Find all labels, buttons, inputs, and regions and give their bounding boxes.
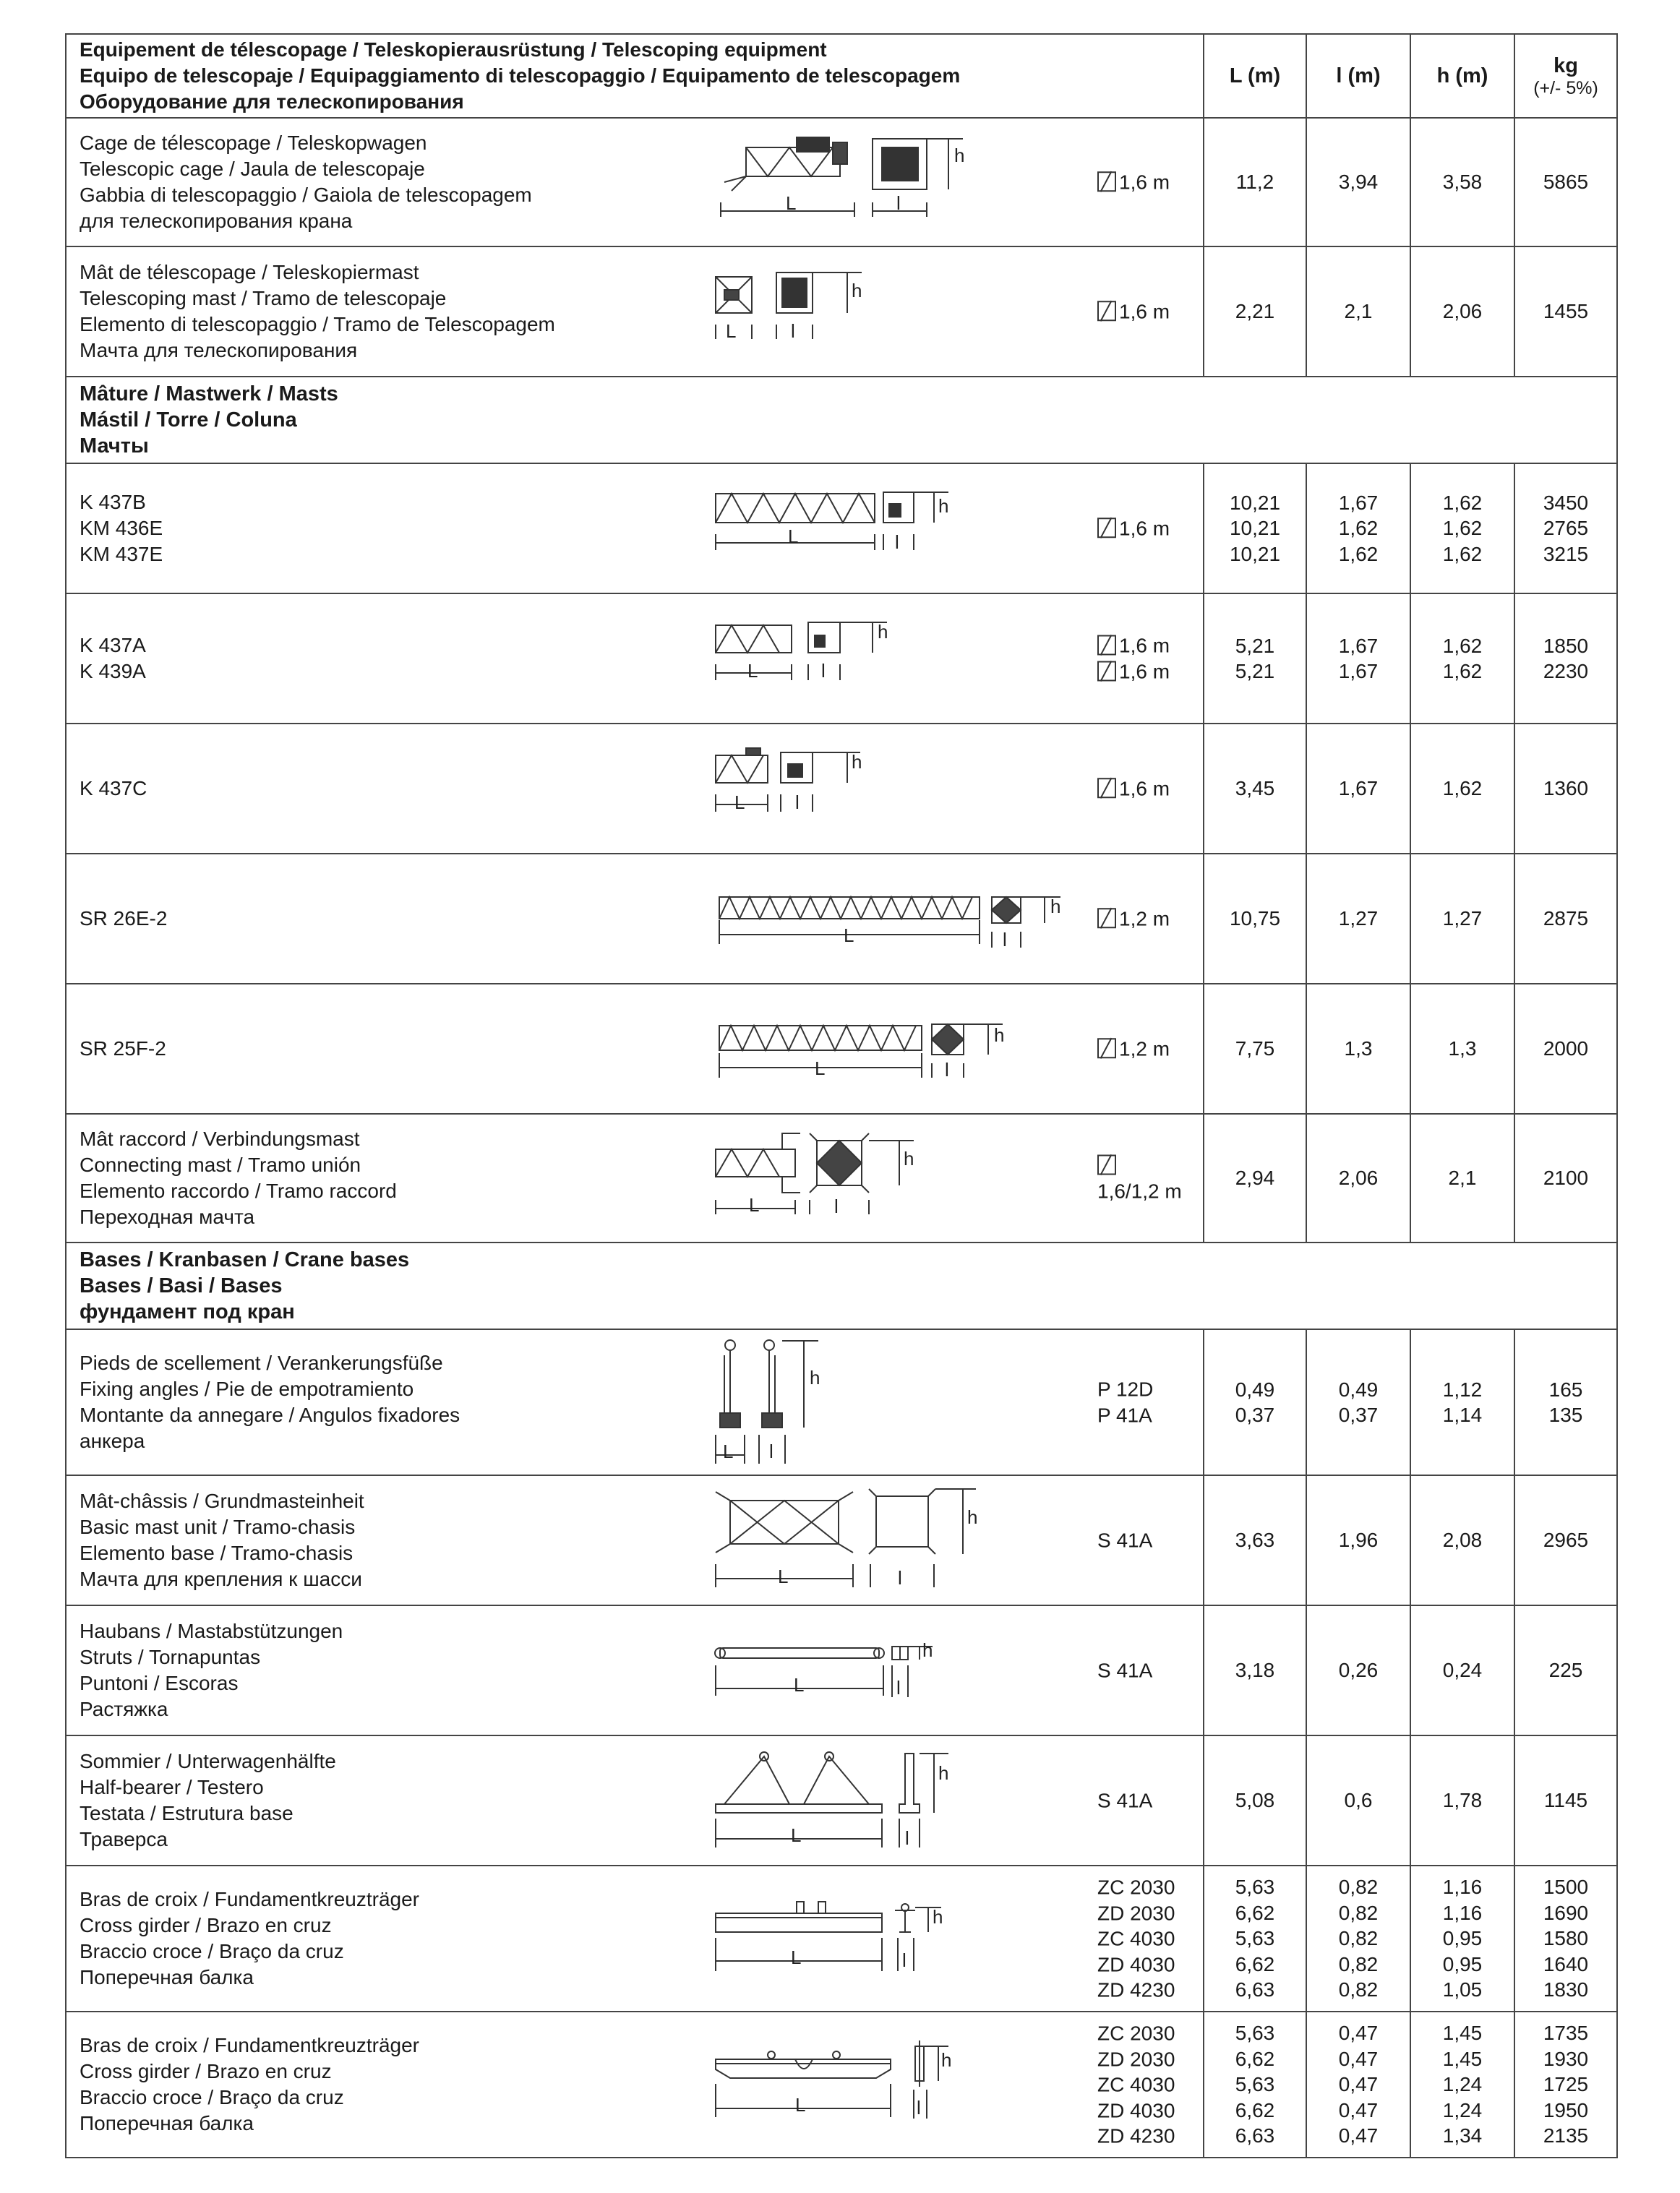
kg-value: 225 xyxy=(1514,1605,1617,1735)
l-values: 0,47 0,47 0,47 0,47 0,47 xyxy=(1306,2012,1410,2158)
desc-line: Telescopic cage / Jaula de telescopaje xyxy=(80,158,425,180)
dim-label-h: h xyxy=(1050,896,1061,917)
model-ref: ZC 2030 ZD 2030 ZC 4030 ZD 4030 ZD 4230 xyxy=(1097,2022,1175,2147)
desc-line: Half-bearer / Testero xyxy=(80,1776,264,1798)
table-header-row xyxy=(66,34,1617,118)
desc-line: SR 26E-2 xyxy=(80,907,168,930)
dim-label-h: h xyxy=(878,621,888,643)
ref-value: 1,6 m xyxy=(1119,517,1170,540)
desc-line: K 439A xyxy=(80,660,146,682)
dim-label-l: l xyxy=(791,320,795,342)
kg-value: 2100 xyxy=(1514,1114,1617,1243)
l-value: 2,06 xyxy=(1306,1114,1410,1243)
desc-line: Connecting mast / Tramo unión xyxy=(80,1154,361,1176)
row-description xyxy=(66,1329,1204,1475)
desc-line: Gabbia di telescopaggio / Gaiola de telescopagem xyxy=(80,184,532,206)
model-ref: S 41A xyxy=(1097,1659,1153,1682)
row-description xyxy=(66,1735,1204,1866)
desc-line: Haubans / Mastabstützungen xyxy=(80,1620,343,1642)
dim-label-l: l xyxy=(905,1827,909,1849)
ref-value: 1,6 m xyxy=(1119,300,1170,323)
dim-label-l: l xyxy=(945,1059,949,1081)
kg-value: 2965 xyxy=(1514,1475,1617,1605)
L-value: 3,18 xyxy=(1204,1605,1306,1735)
dim-label-L: L xyxy=(791,1824,802,1846)
L-value: 2,21 xyxy=(1204,246,1306,377)
desc-line: Поперечная балка xyxy=(80,1966,254,1988)
desc-line: Elemento raccordo / Tramo raccord xyxy=(80,1180,397,1202)
table-row xyxy=(66,1329,1617,1475)
desc-line: KM 436E xyxy=(80,517,163,539)
row-description xyxy=(66,2012,1204,2158)
L-values: 0,49 0,37 xyxy=(1204,1329,1306,1475)
l-value: 0,6 xyxy=(1306,1735,1410,1866)
ref-value: 1,2 m xyxy=(1119,907,1170,930)
kg-value: 1455 xyxy=(1514,246,1617,377)
ref-value: P 12D xyxy=(1097,1378,1154,1401)
desc-line: Elemento di telescopaggio / Tramo de Telescopagem xyxy=(80,313,555,335)
desc-line: Mât de télescopage / Teleskopiermast xyxy=(80,261,419,283)
row-description xyxy=(66,463,1204,593)
dim-label-L: L xyxy=(747,660,758,682)
desc-line: для телескопирования крана xyxy=(80,210,353,232)
table-row xyxy=(66,246,1617,377)
desc-line: Montante da annegare / Angulos fixadores xyxy=(80,1404,460,1426)
desc-line: Mât raccord / Verbindungsmast xyxy=(80,1128,360,1150)
h-value: 1,3 xyxy=(1410,984,1514,1114)
desc-line: анкера xyxy=(80,1430,145,1452)
l-values: 1,67 1,62 1,62 xyxy=(1306,463,1410,593)
section-title-line: Мачты xyxy=(80,434,149,458)
row-description xyxy=(66,1475,1204,1605)
dim-label-l: l xyxy=(917,2097,921,2119)
ref-value: P 41A xyxy=(1097,1404,1152,1426)
ref-value: 1,6 m xyxy=(1119,660,1170,682)
h-value: 1,27 xyxy=(1410,854,1514,984)
l-value: 1,27 xyxy=(1306,854,1410,984)
header-title-line: Equipo de telescopaje / Equipaggiamento di telescopaggio / Equipamento de telescopagem xyxy=(80,64,961,87)
dim-label-l: l xyxy=(1003,929,1007,950)
row-description xyxy=(66,984,1204,1114)
h-value: 2,1 xyxy=(1410,1114,1514,1243)
dim-label-l: l xyxy=(896,192,901,214)
header-title-line: Оборудование для телескопирования xyxy=(80,90,464,113)
dim-label-h: h xyxy=(941,2049,952,2071)
row-description xyxy=(66,1866,1204,2012)
table-row xyxy=(66,1475,1617,1605)
section-title-line: фундамент под кран xyxy=(80,1300,295,1323)
kg-values: 1500 1690 1580 1640 1830 xyxy=(1514,1866,1617,2012)
ref-value: 1,6 m xyxy=(1119,777,1170,800)
table-row xyxy=(66,1605,1617,1735)
h-values: 1,16 1,16 0,95 0,95 1,05 xyxy=(1410,1866,1514,2012)
desc-line: Мачта для телескопирования xyxy=(80,339,358,361)
row-description xyxy=(66,854,1204,984)
l-value: 1,67 xyxy=(1306,724,1410,854)
table-row xyxy=(66,724,1617,854)
h-values: 1,62 1,62 xyxy=(1410,593,1514,724)
desc-line: Braccio croce / Braço da cruz xyxy=(80,1940,344,1962)
dim-label-l: l xyxy=(795,791,800,813)
table-row xyxy=(66,984,1617,1114)
dim-label-h: h xyxy=(852,751,862,773)
desc-line: SR 25F-2 xyxy=(80,1037,166,1060)
dim-label-l: l xyxy=(821,660,826,682)
desc-line: Bras de croix / Fundamentkreuzträger xyxy=(80,2034,419,2056)
column-header-h: h (m) xyxy=(1410,34,1514,118)
desc-line: Puntoni / Escoras xyxy=(80,1672,239,1694)
h-values: 1,62 1,62 1,62 xyxy=(1410,463,1514,593)
equipment-spec-table xyxy=(65,33,1618,2158)
header-title xyxy=(66,34,1204,118)
column-header-L: L (m) xyxy=(1204,34,1306,118)
table-row xyxy=(66,2012,1617,2158)
desc-line: Cross girder / Brazo en cruz xyxy=(80,2060,332,2082)
dim-label-L: L xyxy=(844,924,854,946)
header-title-line: Equipement de télescopage / Teleskopierausrüstung / Telescoping equipment xyxy=(80,38,827,61)
desc-line: Sommier / Unterwagenhälfte xyxy=(80,1750,336,1772)
desc-line: Mât-châssis / Grundmasteinheit xyxy=(80,1490,364,1512)
desc-line: Bras de croix / Fundamentkreuzträger xyxy=(80,1888,419,1910)
dim-label-h: h xyxy=(994,1024,1005,1046)
dim-label-L: L xyxy=(786,192,797,214)
L-value: 7,75 xyxy=(1204,984,1306,1114)
desc-line: Переходная мачта xyxy=(80,1206,255,1228)
desc-line: Testata / Estrutura base xyxy=(80,1802,293,1824)
desc-line: Telescoping mast / Tramo de telescopaje xyxy=(80,287,447,309)
L-value: 10,75 xyxy=(1204,854,1306,984)
section-masts xyxy=(66,377,1617,463)
dim-label-h: h xyxy=(954,145,965,166)
dim-label-l: l xyxy=(895,531,899,553)
desc-line: Траверса xyxy=(80,1828,168,1850)
l-values: 0,49 0,37 xyxy=(1306,1329,1410,1475)
table-row xyxy=(66,1866,1617,2012)
section-title-line: Bases / Basi / Bases xyxy=(80,1274,283,1297)
kg-values: 165 135 xyxy=(1514,1329,1617,1475)
table-row xyxy=(66,854,1617,984)
table-row xyxy=(66,1114,1617,1243)
l-value: 0,26 xyxy=(1306,1605,1410,1735)
L-value: 3,45 xyxy=(1204,724,1306,854)
ref-value: 1,6 m xyxy=(1119,171,1170,194)
dim-label-L: L xyxy=(788,525,799,547)
column-header-l: l (m) xyxy=(1306,34,1410,118)
table-row xyxy=(66,463,1617,593)
desc-line: K 437C xyxy=(80,777,147,799)
model-ref: S 41A xyxy=(1097,1789,1153,1812)
dim-label-h: h xyxy=(938,495,949,517)
model-ref: ZC 2030 ZD 2030 ZC 4030 ZD 4030 ZD 4230 xyxy=(1097,1876,1175,2001)
dim-label-l: l xyxy=(834,1196,839,1217)
section-title-line: Mástil / Torre / Coluna xyxy=(80,408,297,432)
h-value: 1,62 xyxy=(1410,724,1514,854)
kg-value: 1360 xyxy=(1514,724,1617,854)
dim-label-L: L xyxy=(734,791,745,813)
ref-value: 1,2 m xyxy=(1119,1037,1170,1060)
desc-line: Elemento base / Tramo-chasis xyxy=(80,1542,353,1564)
table-row xyxy=(66,1735,1617,1866)
dim-label-L: L xyxy=(723,1441,734,1462)
section-title-line: Mâture / Mastwerk / Masts xyxy=(80,382,338,405)
l-value: 3,94 xyxy=(1306,118,1410,246)
h-value: 3,58 xyxy=(1410,118,1514,246)
dim-label-h: h xyxy=(933,1906,943,1928)
desc-line: Cross girder / Brazo en cruz xyxy=(80,1914,332,1936)
h-values: 1,12 1,14 xyxy=(1410,1329,1514,1475)
kg-value: 1145 xyxy=(1514,1735,1617,1866)
kg-label: kg xyxy=(1553,53,1578,77)
dim-label-h: h xyxy=(967,1506,978,1528)
dim-label-h: h xyxy=(810,1367,820,1389)
l-value: 1,96 xyxy=(1306,1475,1410,1605)
kg-value: 5865 xyxy=(1514,118,1617,246)
ref-value: 1,6 m xyxy=(1119,634,1170,657)
L-values: 5,21 5,21 xyxy=(1204,593,1306,724)
desc-line: KM 437E xyxy=(80,543,163,565)
kg-values: 1850 2230 xyxy=(1514,593,1617,724)
column-header-kg xyxy=(1514,34,1617,118)
dim-label-L: L xyxy=(815,1057,826,1079)
L-value: 2,94 xyxy=(1204,1114,1306,1243)
L-value: 5,08 xyxy=(1204,1735,1306,1866)
section-bases xyxy=(66,1243,1617,1329)
L-values: 10,21 10,21 10,21 xyxy=(1204,463,1306,593)
desc-line: Pieds de scellement / Verankerungsfüße xyxy=(80,1352,443,1374)
L-value: 11,2 xyxy=(1204,118,1306,246)
dim-label-h: h xyxy=(922,1639,933,1661)
desc-line: Struts / Tornapuntas xyxy=(80,1646,261,1668)
model-ref: S 41A xyxy=(1097,1529,1153,1552)
desc-line: K 437A xyxy=(80,634,146,656)
L-values: 5,63 6,62 5,63 6,62 6,63 xyxy=(1204,2012,1306,2158)
kg-tolerance: (+/- 5%) xyxy=(1533,77,1598,98)
dim-label-L: L xyxy=(795,2094,806,2116)
section-header-row xyxy=(66,377,1617,463)
desc-line: Растяжка xyxy=(80,1698,168,1720)
desc-line: Мачта для крепления к шасси xyxy=(80,1568,362,1590)
row-description xyxy=(66,118,1204,246)
L-value: 3,63 xyxy=(1204,1475,1306,1605)
desc-line: K 437B xyxy=(80,491,146,513)
row-description xyxy=(66,724,1204,854)
kg-value: 2000 xyxy=(1514,984,1617,1114)
kg-values: 3450 2765 3215 xyxy=(1514,463,1617,593)
kg-value: 2875 xyxy=(1514,854,1617,984)
dim-label-h: h xyxy=(904,1148,914,1170)
l-values: 0,82 0,82 0,82 0,82 0,82 xyxy=(1306,1866,1410,2012)
l-value: 2,1 xyxy=(1306,246,1410,377)
dim-label-L: L xyxy=(791,1947,802,1968)
h-value: 2,06 xyxy=(1410,246,1514,377)
dim-label-L: L xyxy=(778,1566,789,1587)
dim-label-L: L xyxy=(749,1194,760,1216)
row-description xyxy=(66,246,1204,377)
desc-line: Поперечная балка xyxy=(80,2112,254,2134)
dim-label-L: L xyxy=(794,1674,805,1696)
h-value: 1,78 xyxy=(1410,1735,1514,1866)
ref-value: 1,6/1,2 m xyxy=(1097,1180,1182,1202)
l-values: 1,67 1,67 xyxy=(1306,593,1410,724)
row-description xyxy=(66,1114,1204,1243)
row-description xyxy=(66,1605,1204,1735)
h-value: 2,08 xyxy=(1410,1475,1514,1605)
table-row xyxy=(66,593,1617,724)
desc-line: Braccio croce / Braço da cruz xyxy=(80,2086,344,2108)
dim-label-L: L xyxy=(726,320,737,342)
desc-line: Cage de télescopage / Teleskopwagen xyxy=(80,132,427,154)
dim-label-l: l xyxy=(769,1441,773,1462)
row-description xyxy=(66,593,1204,724)
section-title-line: Bases / Kranbasen / Crane bases xyxy=(80,1248,410,1271)
l-value: 1,3 xyxy=(1306,984,1410,1114)
h-values: 1,45 1,45 1,24 1,24 1,34 xyxy=(1410,2012,1514,2158)
h-value: 0,24 xyxy=(1410,1605,1514,1735)
dim-label-h: h xyxy=(938,1762,949,1784)
dim-label-l: l xyxy=(898,1567,902,1589)
dim-label-l: l xyxy=(902,1949,907,1971)
desc-line: Basic mast unit / Tramo-chasis xyxy=(80,1516,356,1538)
L-values: 5,63 6,62 5,63 6,62 6,63 xyxy=(1204,1866,1306,2012)
dim-label-l: l xyxy=(896,1677,901,1699)
kg-values: 1735 1930 1725 1950 2135 xyxy=(1514,2012,1617,2158)
desc-line: Fixing angles / Pie de empotramiento xyxy=(80,1378,414,1400)
section-header-row xyxy=(66,1243,1617,1329)
dim-label-h: h xyxy=(852,280,862,301)
table-row xyxy=(66,118,1617,246)
